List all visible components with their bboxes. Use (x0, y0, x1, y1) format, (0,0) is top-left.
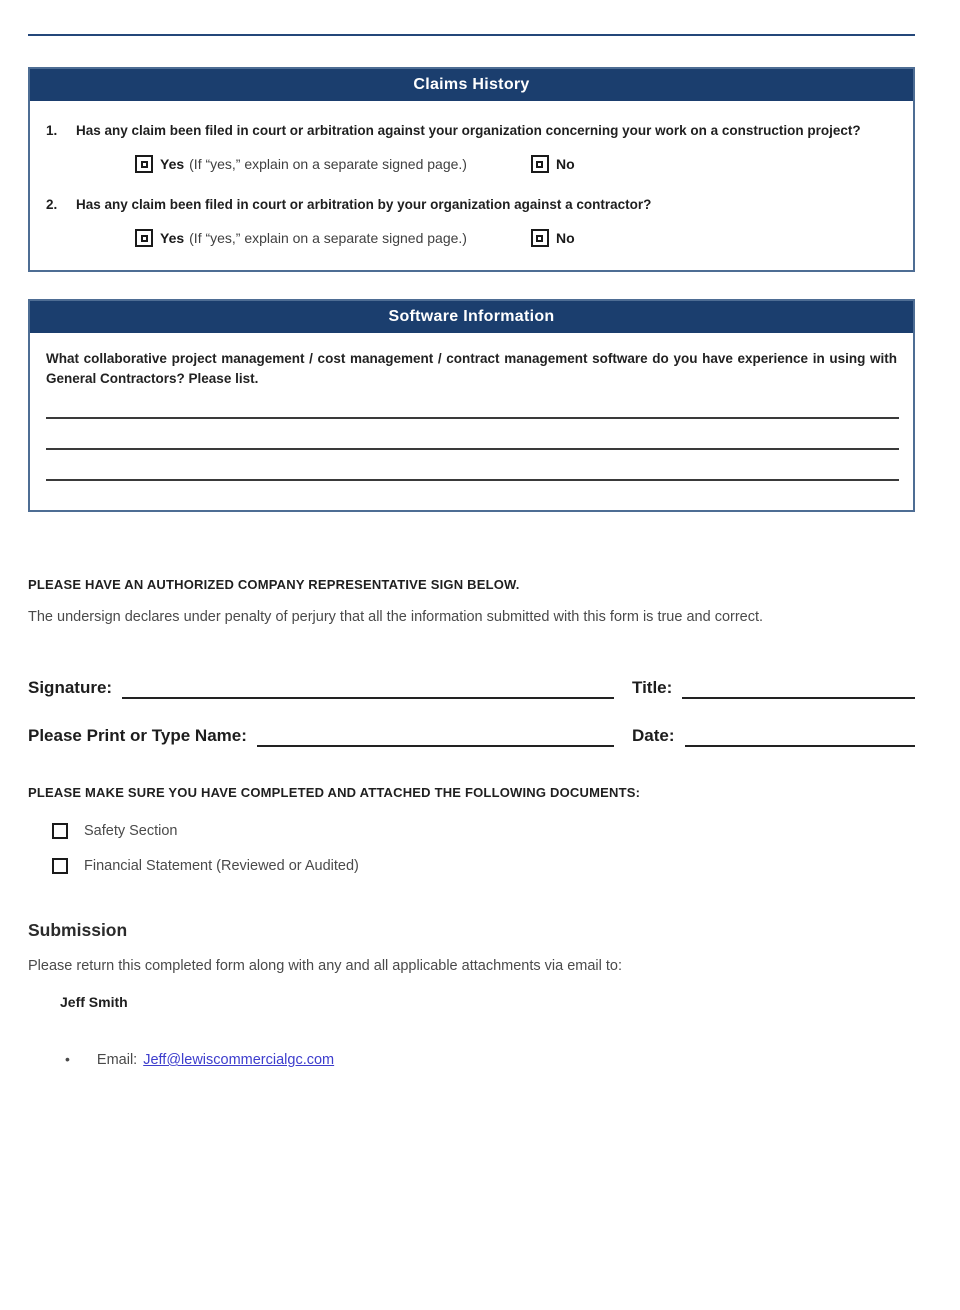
title-line[interactable] (682, 677, 915, 699)
signature-label: Signature: (28, 678, 113, 697)
claims-question-1-choices (135, 155, 887, 173)
date-label: Date: (632, 726, 675, 745)
software-information-section (28, 299, 915, 512)
form-page (0, 34, 960, 1310)
claims-history-section (28, 67, 915, 272)
date-line[interactable] (685, 725, 915, 747)
contact-name: Jeff Smith (60, 994, 128, 1010)
question-text: Has any claim been filed in court or arbitration by your organization against a contractor? (76, 197, 652, 212)
email-link[interactable]: Jeff@lewiscommercialgc.com (143, 1052, 335, 1068)
checklist-item-financial (52, 858, 915, 874)
safety-section-label: Safety Section (84, 823, 178, 839)
print-name-line[interactable] (257, 725, 614, 747)
name-date-row (28, 725, 915, 747)
sign-below-instruction: PLEASE HAVE AN AUTHORIZED COMPANY REPRESENTATIVE SIGN BELOW. (28, 577, 520, 592)
q2-yes-checkbox[interactable] (135, 229, 153, 247)
claims-history-title: Claims History (30, 69, 913, 101)
q1-no-group (531, 155, 580, 173)
header-rule (28, 34, 915, 36)
software-information-title: Software Information (30, 301, 913, 333)
question-number: 2. (46, 197, 58, 212)
question-text: Has any claim been filed in court or arbitration against your organization concerning your work on a construction project? (76, 123, 861, 138)
financial-statement-checkbox[interactable] (52, 858, 68, 874)
perjury-declaration: The undersign declares under penalty of perjury that all the information submitted with this form is true and correct. (28, 609, 764, 625)
claims-question-2-choices (135, 229, 887, 247)
q1-no-label: No (555, 156, 575, 172)
print-name-label: Please Print or Type Name: (28, 726, 247, 745)
q1-yes-note: (If “yes,” explain on a separate signed page.) (189, 156, 467, 172)
title-group (632, 677, 915, 699)
software-response-line-3[interactable] (46, 450, 899, 481)
safety-section-checkbox[interactable] (52, 823, 68, 839)
date-group (632, 725, 915, 747)
signature-line[interactable] (122, 677, 614, 699)
claims-history-body (30, 101, 913, 270)
software-response-area (46, 389, 899, 510)
q1-yes-label: Yes (160, 156, 185, 172)
q2-no-group (531, 229, 580, 247)
financial-statement-label: Financial Statement (Reviewed or Audited) (84, 858, 359, 874)
q2-no-checkbox[interactable] (531, 229, 549, 247)
q2-no-label: No (555, 230, 575, 246)
email-label: Email: (96, 1052, 138, 1068)
bullet-icon: • (65, 1051, 70, 1067)
submission-intro-text: Please return this completed form along with any and all applicable attachments via email to: (28, 958, 623, 974)
software-response-line-2[interactable] (46, 419, 899, 450)
software-response-line-1[interactable] (46, 389, 899, 419)
claims-question-2 (46, 195, 887, 215)
print-name-group (28, 725, 632, 747)
q2-yes-checkbox-inner (141, 235, 148, 242)
q1-yes-checkbox-inner (141, 161, 148, 168)
title-label: Title: (632, 678, 673, 697)
q2-yes-label: Yes (160, 230, 185, 246)
attached-documents-instruction: PLEASE MAKE SURE YOU HAVE COMPLETED AND ATTACHED THE FOLLOWING DOCUMENTS: (28, 785, 641, 800)
signature-title-row (28, 677, 915, 699)
question-number: 1. (46, 123, 58, 138)
software-question-text: What collaborative project management / cost management / contract management software do you have experience in using with General Contractors? Please list. (46, 351, 897, 386)
q2-yes-note: (If “yes,” explain on a separate signed page.) (189, 230, 467, 246)
checklist-item-safety (52, 823, 915, 839)
q2-no-checkbox-inner (536, 235, 543, 242)
q1-no-checkbox[interactable] (531, 155, 549, 173)
email-bullet-row (65, 1051, 915, 1068)
claims-question-1 (46, 121, 887, 141)
signature-group (28, 677, 632, 699)
q1-no-checkbox-inner (536, 161, 543, 168)
submission-heading: Submission (28, 920, 128, 940)
q1-yes-checkbox[interactable] (135, 155, 153, 173)
